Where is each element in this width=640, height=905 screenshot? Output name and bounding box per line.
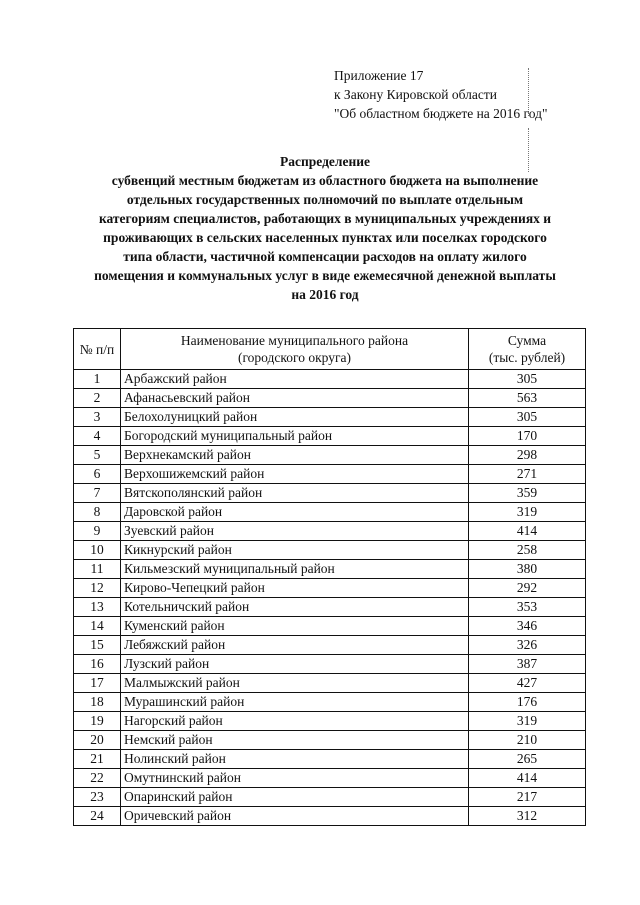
cell-name: Опаринский район [121, 788, 469, 807]
cell-name: Вятскополянский район [121, 484, 469, 503]
cell-num: 1 [74, 370, 121, 389]
cell-name: Немский район [121, 731, 469, 750]
cell-num: 16 [74, 655, 121, 674]
title-line-5: типа области, частичной компенсации расходов на оплату жилого [123, 249, 527, 264]
header-name-line-1: Наименование муниципального района [180, 333, 409, 348]
cell-name: Малмыжский район [121, 674, 469, 693]
table-row [74, 674, 586, 693]
cell-num: 7 [74, 484, 121, 503]
table-row [74, 389, 586, 408]
cell-num: 22 [74, 769, 121, 788]
cell-sum: 305 [469, 370, 586, 389]
title-line-1: субвенций местным бюджетам из областного бюджета на выполнение [111, 173, 539, 188]
cell-sum: 380 [469, 560, 586, 579]
allocation-table [73, 328, 586, 826]
cell-sum: 265 [469, 750, 586, 769]
header-name-line-2: (городского округа) [237, 350, 352, 365]
cell-num: 3 [74, 408, 121, 427]
table-row [74, 731, 586, 750]
header-sum-line-1: Сумма [507, 333, 547, 348]
cell-num: 17 [74, 674, 121, 693]
cell-sum: 312 [469, 807, 586, 826]
document-title [40, 152, 610, 304]
cell-sum: 359 [469, 484, 586, 503]
table-row [74, 693, 586, 712]
cell-name: Нагорский район [121, 712, 469, 731]
cell-name: Нолинский район [121, 750, 469, 769]
title-line-6: помещения и коммунальных услуг в виде ежемесячной денежной выплаты [94, 268, 556, 283]
cell-sum: 305 [469, 408, 586, 427]
table-row [74, 522, 586, 541]
appendix-line-1: Приложение 17 [334, 68, 424, 83]
cell-name: Арбажский район [121, 370, 469, 389]
cell-name: Зуевский район [121, 522, 469, 541]
cell-num: 21 [74, 750, 121, 769]
table-row [74, 560, 586, 579]
appendix-header [334, 66, 548, 123]
table-row [74, 712, 586, 731]
cell-num: 19 [74, 712, 121, 731]
table-row [74, 636, 586, 655]
cell-num: 10 [74, 541, 121, 560]
cell-sum: 292 [469, 579, 586, 598]
cell-name: Белохолуницкий район [121, 408, 469, 427]
cell-name: Оричевский район [121, 807, 469, 826]
title-heading: Распределение [279, 154, 371, 169]
table-row [74, 484, 586, 503]
cell-sum: 346 [469, 617, 586, 636]
cell-sum: 414 [469, 522, 586, 541]
table-row [74, 446, 586, 465]
cell-num: 8 [74, 503, 121, 522]
cell-name: Верхнекамский район [121, 446, 469, 465]
cell-name: Куменский район [121, 617, 469, 636]
cell-num: 13 [74, 598, 121, 617]
cell-num: 24 [74, 807, 121, 826]
cell-name: Кирово-Чепецкий район [121, 579, 469, 598]
cell-num: 6 [74, 465, 121, 484]
cell-num: 5 [74, 446, 121, 465]
table-row [74, 408, 586, 427]
cell-name: Афанасьевский район [121, 389, 469, 408]
cell-sum: 176 [469, 693, 586, 712]
cell-num: 4 [74, 427, 121, 446]
cell-sum: 563 [469, 389, 586, 408]
cell-sum: 258 [469, 541, 586, 560]
table-row [74, 788, 586, 807]
cell-num: 12 [74, 579, 121, 598]
cell-num: 2 [74, 389, 121, 408]
cell-sum: 298 [469, 446, 586, 465]
cell-sum: 217 [469, 788, 586, 807]
table-row [74, 750, 586, 769]
cell-name: Омутнинский район [121, 769, 469, 788]
title-line-7: на 2016 год [291, 287, 359, 302]
table-body [74, 370, 586, 826]
table-row [74, 427, 586, 446]
cell-sum: 170 [469, 427, 586, 446]
table-row [74, 370, 586, 389]
cell-name: Кильмезский муниципальный район [121, 560, 469, 579]
table-row [74, 617, 586, 636]
cell-name: Кикнурский район [121, 541, 469, 560]
cell-name: Даровской район [121, 503, 469, 522]
cell-sum: 326 [469, 636, 586, 655]
table-row [74, 465, 586, 484]
header-sum [469, 329, 586, 370]
appendix-line-3: "Об областном бюджете на 2016 год" [334, 106, 548, 121]
table-row [74, 769, 586, 788]
cell-name: Богородский муниципальный район [121, 427, 469, 446]
cell-sum: 387 [469, 655, 586, 674]
table-row [74, 655, 586, 674]
table-row [74, 541, 586, 560]
table-row [74, 579, 586, 598]
cell-sum: 319 [469, 712, 586, 731]
cell-num: 14 [74, 617, 121, 636]
table-row [74, 807, 586, 826]
cell-sum: 271 [469, 465, 586, 484]
title-line-3: категориям специалистов, работающих в муниципальных учреждениях и [98, 211, 552, 226]
title-line-2: отдельных государственных полномочий по выплате отдельным [126, 192, 524, 207]
cell-name: Верхошижемский район [121, 465, 469, 484]
cell-num: 18 [74, 693, 121, 712]
title-line-4: проживающих в сельских населенных пунктах или поселках городского [103, 230, 547, 245]
cell-num: 9 [74, 522, 121, 541]
header-sum-line-2: (тыс. рублей) [488, 350, 566, 365]
header-num: № п/п [74, 329, 121, 370]
cell-num: 15 [74, 636, 121, 655]
cell-name: Котельничский район [121, 598, 469, 617]
cell-sum: 319 [469, 503, 586, 522]
cell-sum: 210 [469, 731, 586, 750]
cell-name: Лузский район [121, 655, 469, 674]
cell-sum: 353 [469, 598, 586, 617]
table-row [74, 598, 586, 617]
cell-sum: 414 [469, 769, 586, 788]
cell-num: 20 [74, 731, 121, 750]
cell-num: 11 [74, 560, 121, 579]
cell-name: Мурашинский район [121, 693, 469, 712]
table-row [74, 503, 586, 522]
cell-sum: 427 [469, 674, 586, 693]
appendix-line-2: к Закону Кировской области [334, 87, 498, 102]
cell-num: 23 [74, 788, 121, 807]
cell-name: Лебяжский район [121, 636, 469, 655]
header-name [121, 329, 469, 370]
table-header-row [74, 329, 586, 370]
